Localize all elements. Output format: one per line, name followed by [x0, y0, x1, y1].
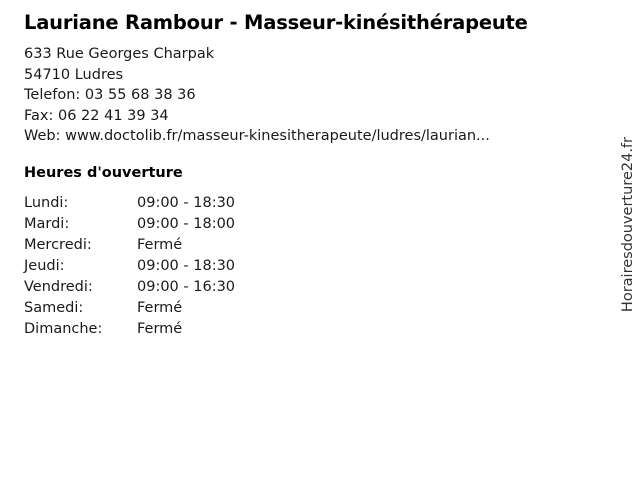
day-label: Vendredi: [24, 279, 93, 295]
hours-heading: Heures d'ouverture [24, 165, 183, 181]
table-row [24, 279, 235, 300]
day-label: Jeudi: [24, 258, 65, 274]
day-hours: Fermé [137, 321, 183, 337]
table-row [24, 258, 235, 279]
day-hours: 09:00 - 16:30 [137, 279, 236, 295]
business-title: Lauriane Rambour - Masseur-kinésithérapeute [24, 11, 528, 34]
day-hours: Fermé [137, 237, 183, 253]
address-line-fax: Fax: 06 22 41 39 34 [24, 107, 169, 124]
day-label: Mardi: [24, 216, 70, 232]
table-row [24, 195, 235, 216]
day-label: Lundi: [24, 195, 69, 211]
day-label: Dimanche: [24, 321, 103, 337]
day-hours: 09:00 - 18:30 [137, 258, 236, 274]
day-label: Mercredi: [24, 237, 92, 253]
address-block [24, 44, 490, 147]
table-row [24, 237, 235, 258]
address-line-city: 54710 Ludres [24, 66, 124, 83]
day-hours: 09:00 - 18:00 [137, 216, 236, 232]
address-line-street: 633 Rue Georges Charpak [24, 46, 215, 62]
table-row [24, 300, 235, 321]
address-line-phone: Telefon: 03 55 68 38 36 [24, 87, 196, 103]
day-label: Samedi: [24, 300, 84, 316]
table-row [24, 216, 235, 237]
day-hours: 09:00 - 18:30 [137, 195, 236, 211]
opening-hours-table [24, 195, 235, 342]
day-hours: Fermé [137, 300, 183, 316]
site-watermark: Horairesdouverture24.fr [620, 137, 636, 313]
address-line-web[interactable]: Web: www.doctolib.fr/masseur-kinesitherapeute/ludres/laurian... [24, 128, 490, 144]
table-row [24, 321, 235, 342]
